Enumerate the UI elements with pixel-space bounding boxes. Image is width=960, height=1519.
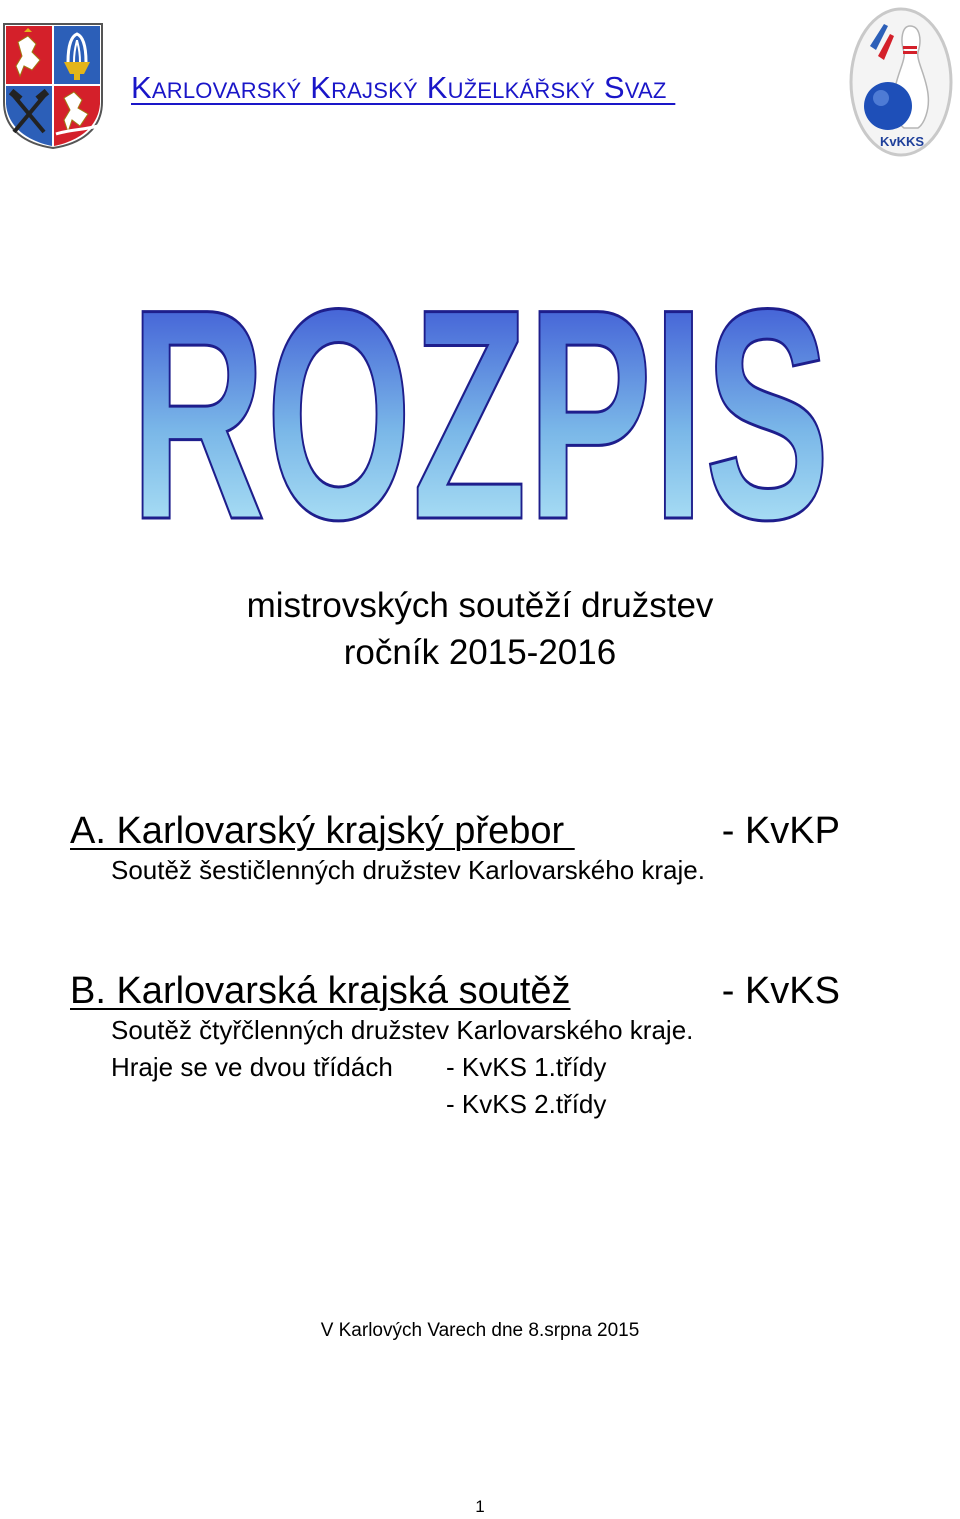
coat-of-arms-icon	[2, 22, 104, 150]
section-b-division-2: - KvKS 2.třídy	[446, 1089, 607, 1119]
header-title: Karlovarský Krajský Kuželkářský Svaz	[131, 70, 676, 105]
section-b-division-1: - KvKS 1.třídy	[446, 1052, 607, 1082]
section-b-title: B. Karlovarská krajská soutěž	[70, 970, 571, 1012]
subtitle-line-1: mistrovských soutěží družstev	[246, 586, 714, 625]
section-a-description: Soutěž šestičlenných družstev Karlovarského kraje.	[111, 855, 705, 885]
rozpis-banner	[120, 280, 840, 530]
page-number: 1	[475, 1497, 485, 1516]
subtitle-line-2: ročník 2015-2016	[343, 633, 617, 672]
section-a-code: - KvKP	[721, 810, 840, 852]
rozpis-text: ROZPIS	[130, 280, 830, 530]
place-date: V Karlových Varech dne 8.srpna 2015	[320, 1320, 640, 1341]
section-a-title: A. Karlovarský krajský přebor	[70, 810, 575, 852]
bowling-pin-ball-icon	[848, 6, 954, 158]
section-b-divisions-intro: Hraje se ve dvou třídách	[111, 1052, 393, 1082]
logo-text: KvKKS	[879, 134, 925, 149]
section-b-code: - KvKS	[721, 970, 840, 1012]
section-b-description: Soutěž čtyřčlenných družstev Karlovarského kraje.	[111, 1015, 694, 1045]
